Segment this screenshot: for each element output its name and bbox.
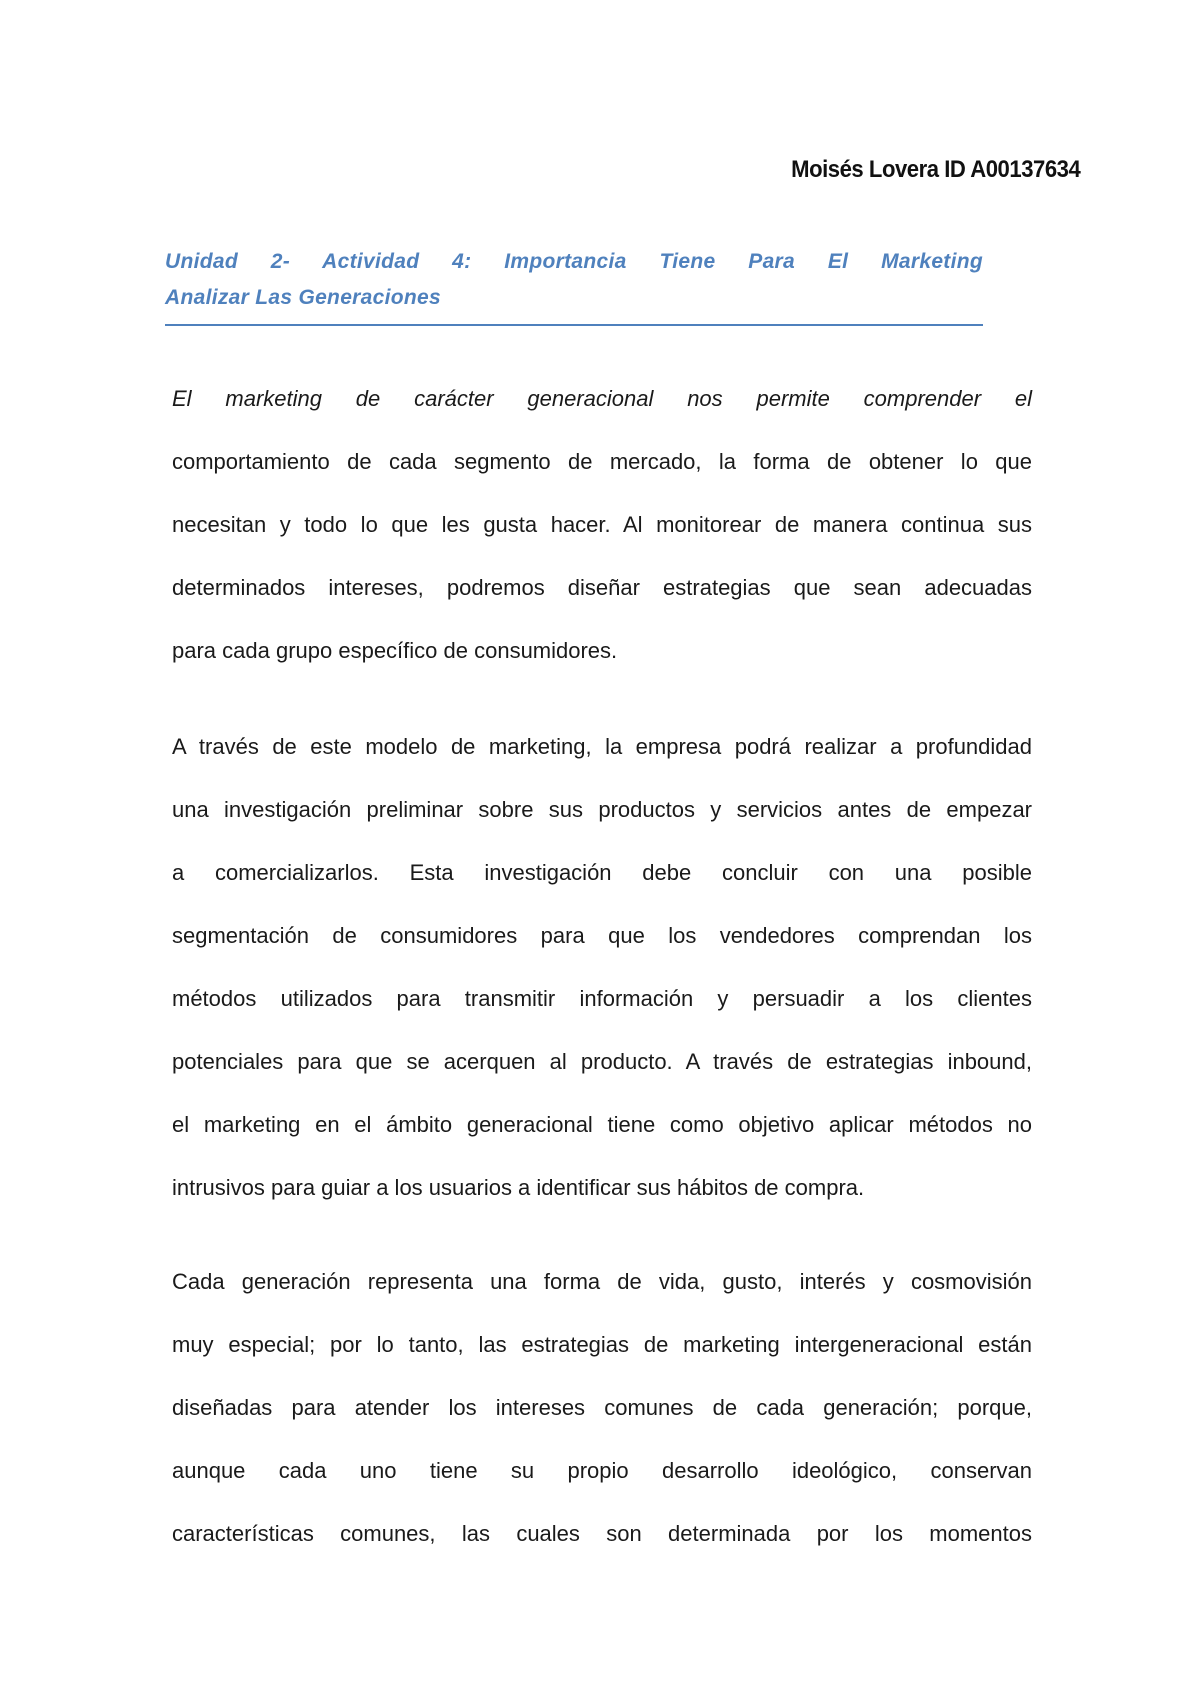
paragraph-line: segmentación de consumidores para que los vendedores comprendan los [172,923,1032,948]
paragraph-line: intrusivos para guiar a los usuarios a identificar sus hábitos de compra. [172,1175,865,1200]
paragraph-line: características comunes, las cuales son determinada por los momentos [172,1521,1032,1546]
paragraph-line: diseñadas para atender los intereses comunes de cada generación; porque, [172,1395,1032,1420]
paragraph-2 [172,715,1032,1219]
paragraph-line: para cada grupo específico de consumidores. [172,638,618,663]
paragraph-line: potenciales para que se acerquen al producto. A través de estrategias inbound, [172,1049,1032,1074]
paragraph-line: determinados intereses, podremos diseñar estrategias que sean adecuadas [172,575,1032,600]
paragraph-1 [172,367,1032,682]
title-line-1: Unidad 2- Actividad 4: Importancia Tiene Para El Marketing [165,250,983,273]
paragraph-line: métodos utilizados para transmitir información y persuadir a los clientes [172,986,1032,1011]
paragraph-line: A través de este modelo de marketing, la empresa podrá realizar a profundidad [172,734,1032,759]
paragraph-line: muy especial; por lo tanto, las estrategias de marketing intergeneracional están [172,1332,1032,1357]
paragraph-3 [172,1250,1032,1565]
paragraph-line: una investigación preliminar sobre sus productos y servicios antes de empezar [172,797,1032,822]
paragraph-line: El marketing de carácter generacional nos permite comprender el [172,386,1032,411]
paragraph-line: aunque cada uno tiene su propio desarrollo ideológico, conservan [172,1458,1032,1483]
document-title [165,244,983,326]
paragraph-line: a comercializarlos. Esta investigación debe concluir con una posible [172,860,1032,885]
paragraph-line: necesitan y todo lo que les gusta hacer. Al monitorear de manera continua sus [172,512,1032,537]
author-id: Moisés Lovera ID A00137634 [790,156,1080,183]
paragraph-line: comportamiento de cada segmento de mercado, la forma de obtener lo que [172,449,1032,474]
paragraph-line: el marketing en el ámbito generacional tiene como objetivo aplicar métodos no [172,1112,1032,1137]
title-line-2: Analizar Las Generaciones [165,286,441,309]
paragraph-line: Cada generación representa una forma de vida, gusto, interés y cosmovisión [172,1269,1032,1294]
